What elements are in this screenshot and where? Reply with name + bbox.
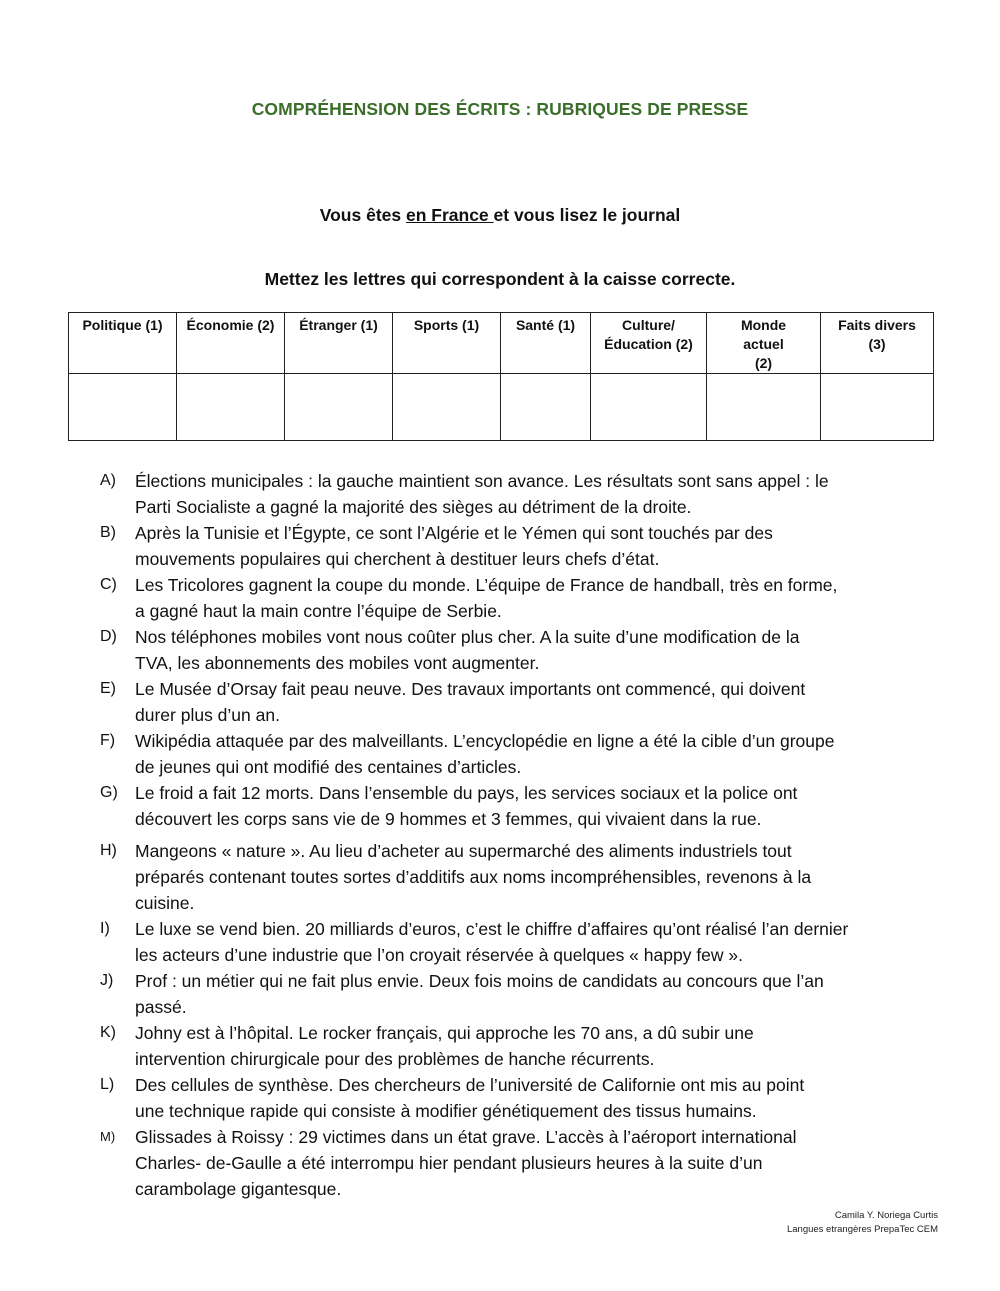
list-item: L) Des cellules de synthèse. Des chercheurs de l’université de Californie ont mis au point une technique rapide qui consiste à modifier génétiquement des tissus humains.	[100, 1072, 930, 1124]
list-item: E) Le Musée d’Orsay fait peau neuve. Des travaux importants ont commencé, qui doivent durer plus d’un an.	[100, 676, 930, 728]
header-faits-divers: Faits divers (3)	[821, 313, 934, 374]
item-letter: F)	[100, 732, 116, 749]
list-item: G) Le froid a fait 12 morts. Dans l’ensemble du pays, les services sociaux et la police ont découvert les corps sans vie de 9 hommes et 3 femmes, qui vivaient dans la rue.	[100, 780, 930, 832]
list-item: M) Glissades à Roissy : 29 victimes dans un état grave. L’accès à l’aéroport international Charles- de-Gaulle a été interrompu hier pendant plusieurs heures à la suite d’un carambolage gigantesque.	[100, 1124, 930, 1202]
context-after: et vous lisez le journal	[493, 205, 681, 225]
header-culture-education: Culture/ Éducation (2)	[591, 313, 707, 374]
item-letter: I)	[100, 920, 110, 937]
list-item: K) Johny est à l’hôpital. Le rocker français, qui approche les 70 ans, a dû subir une intervention chirurgicale pour des problèmes de hanche récurrents.	[100, 1020, 930, 1072]
author-affiliation: Langues etrangères PrepaTec CEM	[786, 1224, 938, 1235]
item-letter: K)	[100, 1024, 116, 1041]
category-header-row	[69, 313, 934, 374]
item-letter: E)	[100, 680, 116, 697]
list-item: F) Wikipédia attaquée par des malveillants. L’encyclopédie en ligne a été la cible d’un groupe de jeunes qui ont modifié des centaines d’articles.	[100, 728, 930, 780]
item-letter: D)	[100, 628, 117, 645]
header-sports: Sports (1)	[393, 313, 501, 374]
header-politique: Politique (1)	[69, 313, 177, 374]
item-letter: L)	[100, 1076, 115, 1093]
list-item: H) Mangeons « nature ». Au lieu d’acheter au supermarché des aliments industriels tout préparés contenant toutes sortes d’additifs aux noms incompréhensibles, revenons à la cuisine.	[100, 838, 930, 916]
answer-row	[69, 374, 934, 441]
item-letter: J)	[100, 972, 114, 989]
list-item: D) Nos téléphones mobiles vont nous coûter plus cher. A la suite d’une modification de la TVA, les abonnements des mobiles vont augmenter.	[100, 624, 930, 676]
answer-cell-faits-divers[interactable]	[821, 374, 934, 441]
author-credit	[787, 1209, 938, 1237]
answer-table	[68, 312, 934, 441]
answer-cell-economie[interactable]	[177, 374, 285, 441]
list-item: J) Prof : un métier qui ne fait plus envie. Deux fois moins de candidats au concours que l’an passé.	[100, 968, 930, 1020]
header-monde-actuel: Monde actuel (2)	[707, 313, 821, 374]
author-name: Camila Y. Noriega Curtis	[834, 1210, 938, 1221]
context-before: Vous êtes	[319, 205, 406, 225]
item-letter: C)	[100, 576, 117, 593]
answer-cell-culture-education[interactable]	[591, 374, 707, 441]
answer-cell-sports[interactable]	[393, 374, 501, 441]
item-letter: A)	[100, 472, 116, 489]
header-sante: Santé (1)	[501, 313, 591, 374]
instruction-line: Mettez les lettres qui correspondent à la caisse correcte.	[264, 269, 736, 289]
answer-cell-etranger[interactable]	[285, 374, 393, 441]
document-title: COMPRÉHENSION DES ÉCRITS : RUBRIQUES DE PRESSE	[251, 99, 749, 119]
list-item: I) Le luxe se vend bien. 20 milliards d’euros, c’est le chiffre d’affaires qu’ont réalisé l’an dernier les acteurs d’une industrie que l’on croyait réservée à quelques « happy few ».	[100, 916, 930, 968]
item-letter: B)	[100, 524, 116, 541]
item-letter: G)	[100, 784, 118, 801]
header-economie: Économie (2)	[177, 313, 285, 374]
context-underlined: en France	[405, 205, 494, 225]
item-letter: H)	[100, 842, 117, 859]
headline-list	[100, 468, 930, 1202]
answer-cell-politique[interactable]	[69, 374, 177, 441]
list-item: B) Après la Tunisie et l’Égypte, ce sont l’Algérie et le Yémen qui sont touchés par des mouvements populaires qui cherchent à destituer leurs chefs d’état.	[100, 520, 930, 572]
answer-cell-sante[interactable]	[501, 374, 591, 441]
context-line	[0, 205, 1000, 226]
list-item: C) Les Tricolores gagnent la coupe du monde. L’équipe de France de handball, très en forme, a gagné haut la main contre l’équipe de Serbie.	[100, 572, 930, 624]
item-letter: M)	[100, 1129, 116, 1144]
header-etranger: Étranger (1)	[285, 313, 393, 374]
list-item: A) Élections municipales : la gauche maintient son avance. Les résultats sont sans appel : le Parti Socialiste a gagné la majorité des sièges au détriment de la droite.	[100, 468, 930, 520]
answer-cell-monde-actuel[interactable]	[707, 374, 821, 441]
